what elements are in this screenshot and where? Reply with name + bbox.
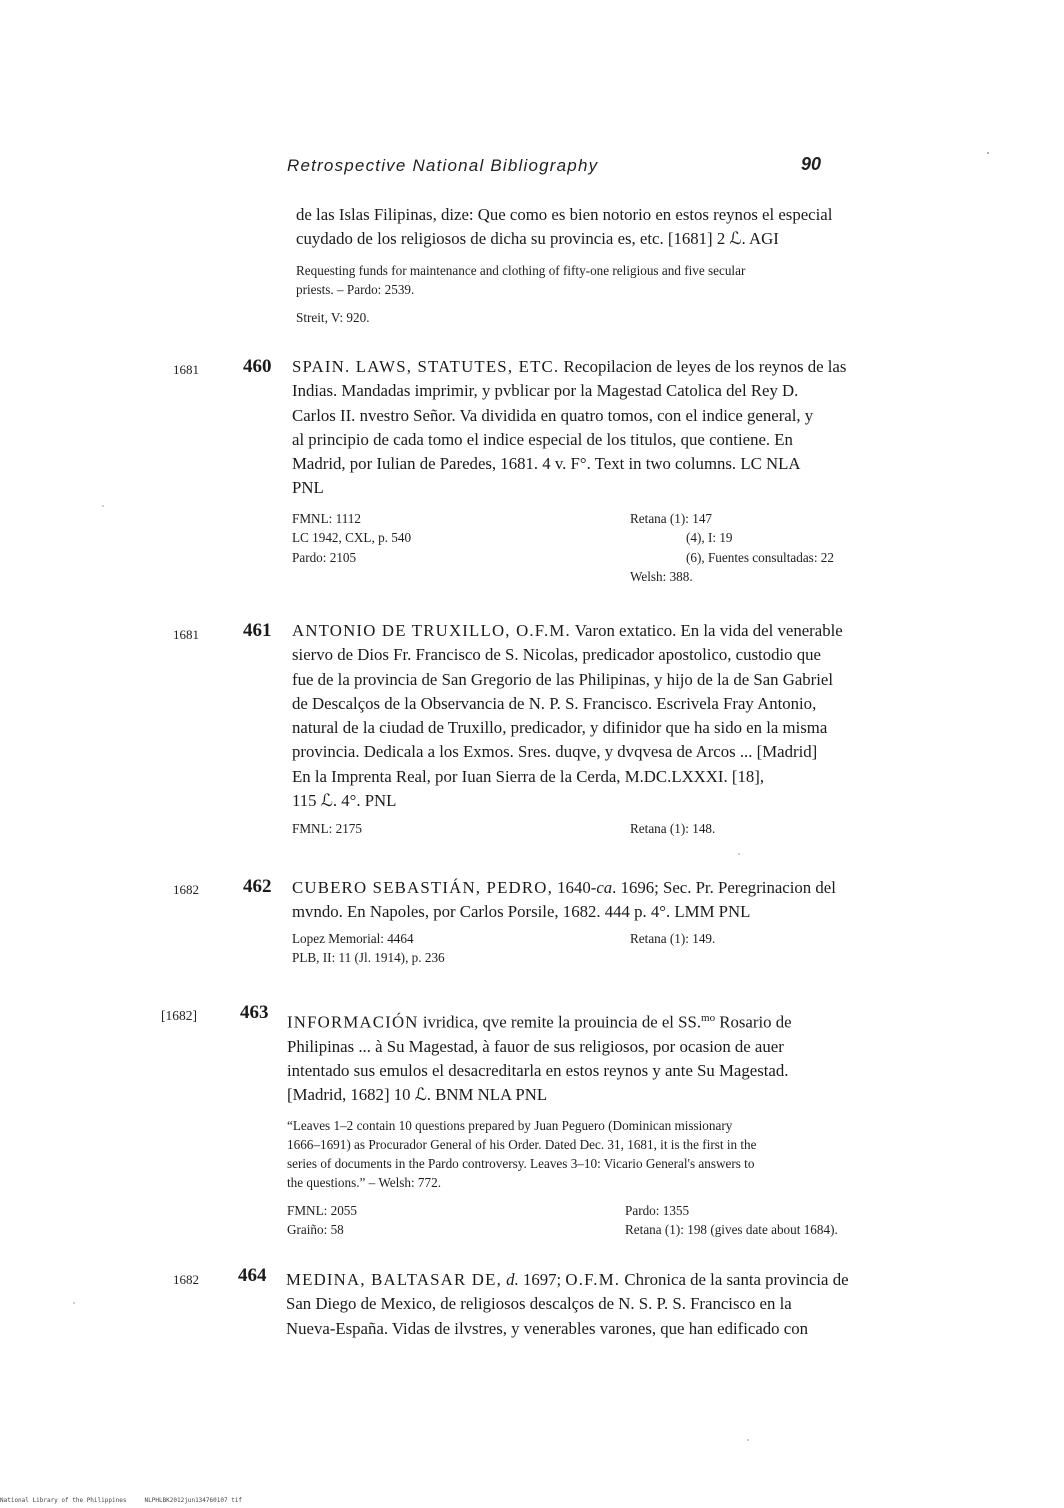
annotation-line: “Leaves 1–2 contain 10 questions prepared by Juan Peguero (Dominican missionary <box>287 1117 733 1133</box>
entry-number: 460 <box>243 356 272 377</box>
entry-year: [1682] <box>161 1008 197 1023</box>
entry-year: 1681 <box>173 627 199 642</box>
annotation-line: priests. – Pardo: 2539. <box>296 281 415 297</box>
reference-item: FMNL: 2055 <box>287 1202 357 1218</box>
entry-line: San Diego de Mexico, de religiosos descalços de N. S. P. S. Francisco en la <box>286 1294 792 1314</box>
reference-column-left <box>287 1201 625 1240</box>
reference-column-right <box>625 1201 945 1240</box>
reference-item: Retana (1): 198 (gives date about 1684). <box>625 1222 838 1238</box>
entry-line: Philipinas ... à Su Magestad, à fauor de sus religiosos, por ocasion de auer <box>287 1036 784 1056</box>
reference-column-right <box>630 929 950 968</box>
running-header-title: Retrospective National Bibliography <box>287 156 599 175</box>
reference-item: (4), I: 19 <box>686 530 733 546</box>
bibliography-entry <box>292 876 957 968</box>
page-number: 90 <box>801 154 822 174</box>
annotation-line: the questions.” – Welsh: 772. <box>287 1174 441 1190</box>
bibliography-entry <box>287 1006 957 1240</box>
reference-column-right <box>630 819 950 839</box>
reference-line: Streit, V: 920. <box>296 309 370 325</box>
entry-number: 464 <box>238 1265 267 1286</box>
bibliography-entry <box>286 1268 956 1341</box>
reference-columns <box>292 509 957 587</box>
entry-line: Carlos II. nvestro Señor. Va dividida en quatro tomos, con el indice general, y <box>292 405 814 425</box>
entry-line: provincia. Dedicala a los Exmos. Sres. duqve, y dvqvesa de Arcos ... [Madrid] <box>292 742 818 762</box>
entry-line: 115 ℒ. 4°. PNL <box>292 791 397 811</box>
entry-line: Nueva-España. Vidas de ilvstres, y venerables varones, que han edificado con <box>286 1318 808 1338</box>
entry-line: En la Imprenta Real, por Iuan Sierra de la Cerda, M.DC.LXXXI. [18], <box>292 766 765 786</box>
entry-line: [Madrid, 1682] 10 ℒ. BNM NLA PNL <box>287 1085 548 1105</box>
entry-line: INFORMACIÓN ivridica, qve remite la prouincia de el SS.$^{mo}$ Rosario de <box>287 1012 792 1032</box>
scan-speck <box>73 1302 75 1304</box>
reference-item: Lopez Memorial: 4464 <box>292 930 414 946</box>
reference-item: Graiño: 58 <box>287 1222 344 1238</box>
reference-column-left <box>292 819 630 839</box>
reference-columns <box>287 1201 957 1240</box>
entry-line: ANTONIO DE TRUXILLO, O.F.M. Varon extatico. En la vida del venerable <box>292 621 843 640</box>
annotation-line: 1666–1691) as Procurador General of his Order. Dated Dec. 31, 1681, it is the first in the <box>287 1136 757 1152</box>
entry-line: intentado sus emulos el desacreditarla en estos reynos y ante Su Magestad. <box>287 1061 789 1081</box>
annotation-block <box>287 1116 957 1192</box>
entry-line: fue de la provincia de San Gregorio de las Philipinas, y hijo de la de San Gabriel <box>292 669 834 689</box>
reference-columns <box>292 819 957 839</box>
reference-item: Retana (1): 147 <box>630 510 713 526</box>
reference-item: FMNL: 2175 <box>292 821 362 837</box>
entry-number: 461 <box>243 620 272 641</box>
scan-speck <box>747 1439 749 1441</box>
entry-number: 462 <box>243 876 272 897</box>
entry-line: de Descalços de la Observancia de N. P. S. Francisco. Escrivela Fray Antonio, <box>292 693 817 713</box>
entry-line: PNL <box>292 478 324 498</box>
entry-line: Madrid, por Iulian de Paredes, 1681. 4 v. F°. Text in two columns. LC NLA <box>292 454 801 474</box>
reference-item: (6), Fuentes consultadas: 22 <box>686 549 834 565</box>
entry-heading: CUBERO SEBASTIÁN, PEDRO, <box>292 878 553 897</box>
reference-item: FMNL: 1112 <box>292 510 361 526</box>
scan-speck <box>987 152 989 154</box>
entry-line: SPAIN. LAWS, STATUTES, ETC. Recopilacion de leyes de los reynos de las <box>292 357 847 376</box>
reference-item: Retana (1): 149. <box>630 930 716 946</box>
annotation-line: Requesting funds for maintenance and clothing of fifty-one religious and five secular <box>296 262 746 278</box>
entry-year: 1682 <box>173 1272 199 1287</box>
entry-line: siervo de Dios Fr. Francisco de S. Nicolas, predicador apostolico, custodio que <box>292 645 821 665</box>
entry-line: al principio de cada tomo el indice especial de los titulos, que contiene. En <box>292 429 793 449</box>
reference-column-left <box>292 509 630 587</box>
scan-footer-label: National Library of the Philippines NLPHLBK2012jun134760107 tif <box>0 1497 243 1504</box>
reference-item: PLB, II: 11 (Jl. 1914), p. 236 <box>292 950 445 966</box>
annotation-line: series of documents in the Pardo controversy. Leaves 3–10: Vicario General's answers to <box>287 1155 755 1171</box>
entry-line: mvndo. En Napoles, por Carlos Porsile, 1682. 444 p. 4°. LMM PNL <box>292 902 751 922</box>
entry-number: 463 <box>240 1002 269 1023</box>
entry-line: Indias. Mandadas imprimir, y pvblicar por la Magestad Catolica del Rey D. <box>292 381 799 401</box>
reference-column-left <box>292 929 630 968</box>
entry-heading: INFORMACIÓN <box>287 1012 419 1032</box>
reference-column-right <box>630 509 950 587</box>
entry-line: CUBERO SEBASTIÁN, PEDRO, 1640-ca. 1696; Sec. Pr. Peregrinacion del <box>292 878 836 897</box>
entry-heading: MEDINA, BALTASAR DE, <box>286 1270 502 1289</box>
scan-speck <box>738 853 740 855</box>
bibliography-entry <box>292 619 957 839</box>
continued-line: cuydado de los religiosos de dicha su provincia es, etc. [1681] 2 ℒ. AGI <box>296 229 779 249</box>
reference-item: LC 1942, CXL, p. 540 <box>292 530 412 546</box>
entry-year: 1682 <box>173 882 199 897</box>
reference-item: Welsh: 388. <box>630 569 693 585</box>
reference-columns <box>292 929 957 968</box>
entry-line: MEDINA, BALTASAR DE, d. 1697; O.F.M. Chronica de la santa provincia de <box>286 1270 849 1289</box>
bibliography-entry <box>292 355 957 587</box>
entry-line: natural de la ciudad de Truxillo, predicador, y difinidor que ha sido en la misma <box>292 718 828 738</box>
reference-item: Retana (1): 148. <box>630 821 716 837</box>
reference-item: Pardo: 2105 <box>292 549 357 565</box>
continued-line: de las Islas Filipinas, dize: Que como es bien notorio en estos reynos el especial <box>296 205 833 224</box>
continued-entry <box>296 203 956 327</box>
reference-item: Pardo: 1355 <box>625 1202 690 1218</box>
entry-year: 1681 <box>173 362 199 377</box>
scan-speck <box>102 505 104 507</box>
entry-heading: ANTONIO DE TRUXILLO, O.F.M. <box>292 621 571 640</box>
entry-heading: SPAIN. LAWS, STATUTES, ETC. <box>292 357 560 376</box>
